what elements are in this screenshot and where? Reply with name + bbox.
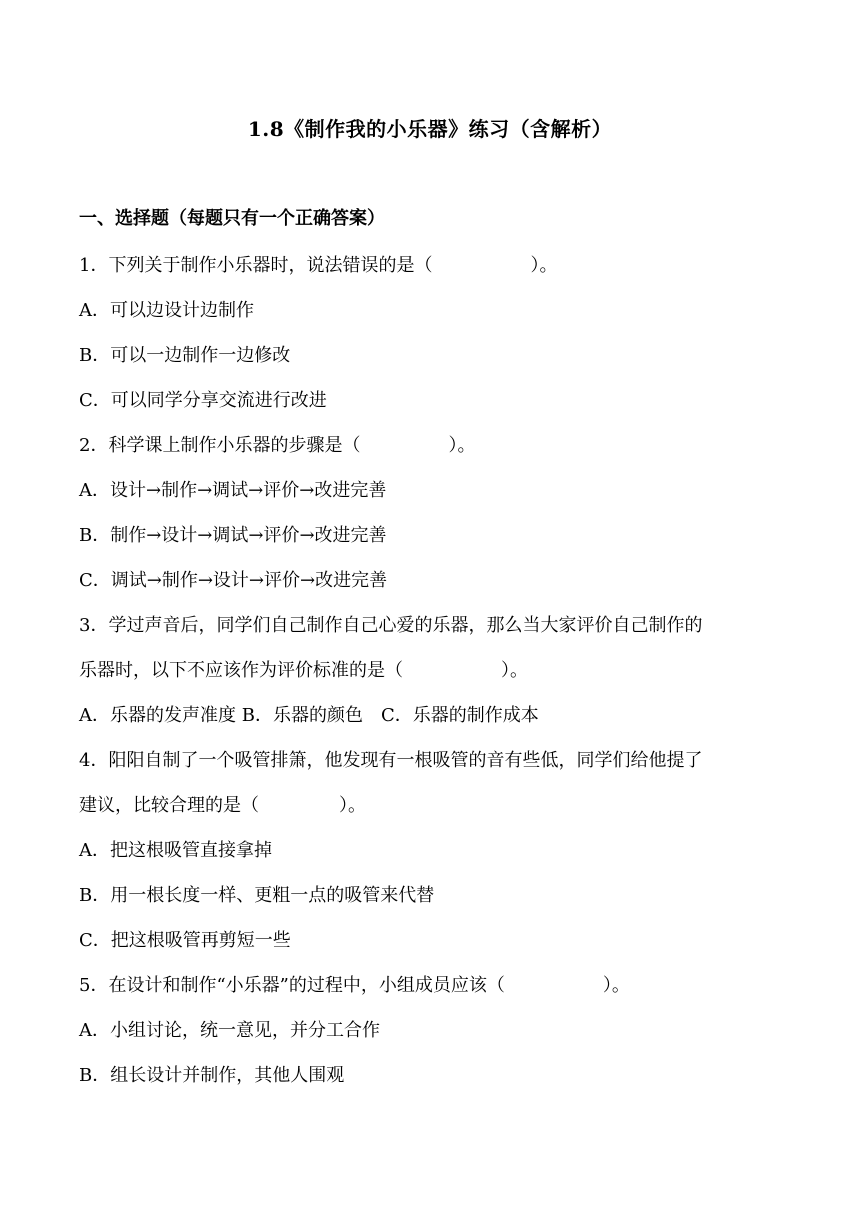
question-2-text: 2．科学课上制作小乐器的步骤是（ <box>79 435 361 456</box>
question-1-end: ）。 <box>530 255 558 276</box>
question-1-option-a: A．可以边设计边制作 <box>79 300 254 321</box>
document-title: 1.8《制作我的小乐器》练习（含解析） <box>247 117 613 141</box>
question-4-end: ）。 <box>339 795 366 816</box>
question-1-stem <box>79 251 557 277</box>
question-2-option-a: A．设计→制作→调试→评价→改进完善 <box>79 480 387 501</box>
question-5-stem <box>79 971 630 997</box>
question-2-option-b: B．制作→设计→调试→评价→改进完善 <box>79 525 387 546</box>
question-4-stem-line-2 <box>79 791 366 817</box>
question-5-text: 5．在设计和制作“小乐器”的过程中，小组成员应该（ <box>79 975 505 996</box>
question-3-text: 乐器时，以下不应该作为评价标准的是（ <box>79 660 403 681</box>
question-5-option-b: B．组长设计并制作，其他人围观 <box>79 1065 345 1086</box>
question-2-stem <box>79 431 475 457</box>
question-4-option-c: C．把这根吸管再剪短一些 <box>79 930 291 951</box>
question-5-end: ）。 <box>602 975 630 996</box>
question-4-option-b: B．用一根长度一样、更粗一点的吸管来代替 <box>79 885 435 906</box>
question-3-stem-line-1: 3．学过声音后，同学们自己制作自己心爱的乐器，那么当大家评价自己制作的 <box>79 615 703 636</box>
question-4-text: 建议，比较合理的是（ <box>79 795 259 816</box>
question-1-text: 1．下列关于制作小乐器时，说法错误的是（ <box>79 255 433 276</box>
question-1-option-c: C．可以同学分享交流进行改进 <box>79 390 327 411</box>
question-4-option-a: A．把这根吸管直接拿掉 <box>79 840 272 861</box>
question-2-option-c: C．调试→制作→设计→评价→改进完善 <box>79 570 388 591</box>
question-5-option-a: A．小组讨论，统一意见，并分工合作 <box>79 1020 380 1041</box>
question-2-end: ）。 <box>448 435 476 456</box>
section-heading: 一、选择题（每题只有一个正确答案） <box>79 208 385 229</box>
question-1-option-b: B．可以一边制作一边修改 <box>79 345 291 366</box>
question-3-end: ）。 <box>501 660 528 681</box>
question-3-stem-line-2 <box>79 656 528 682</box>
question-3-options: A．乐器的发声准度 B．乐器的颜色 C．乐器的制作成本 <box>79 705 539 726</box>
question-4-stem-line-1: 4．阳阳自制了一个吸管排箫，他发现有一根吸管的音有些低，同学们给他提了 <box>79 750 703 771</box>
